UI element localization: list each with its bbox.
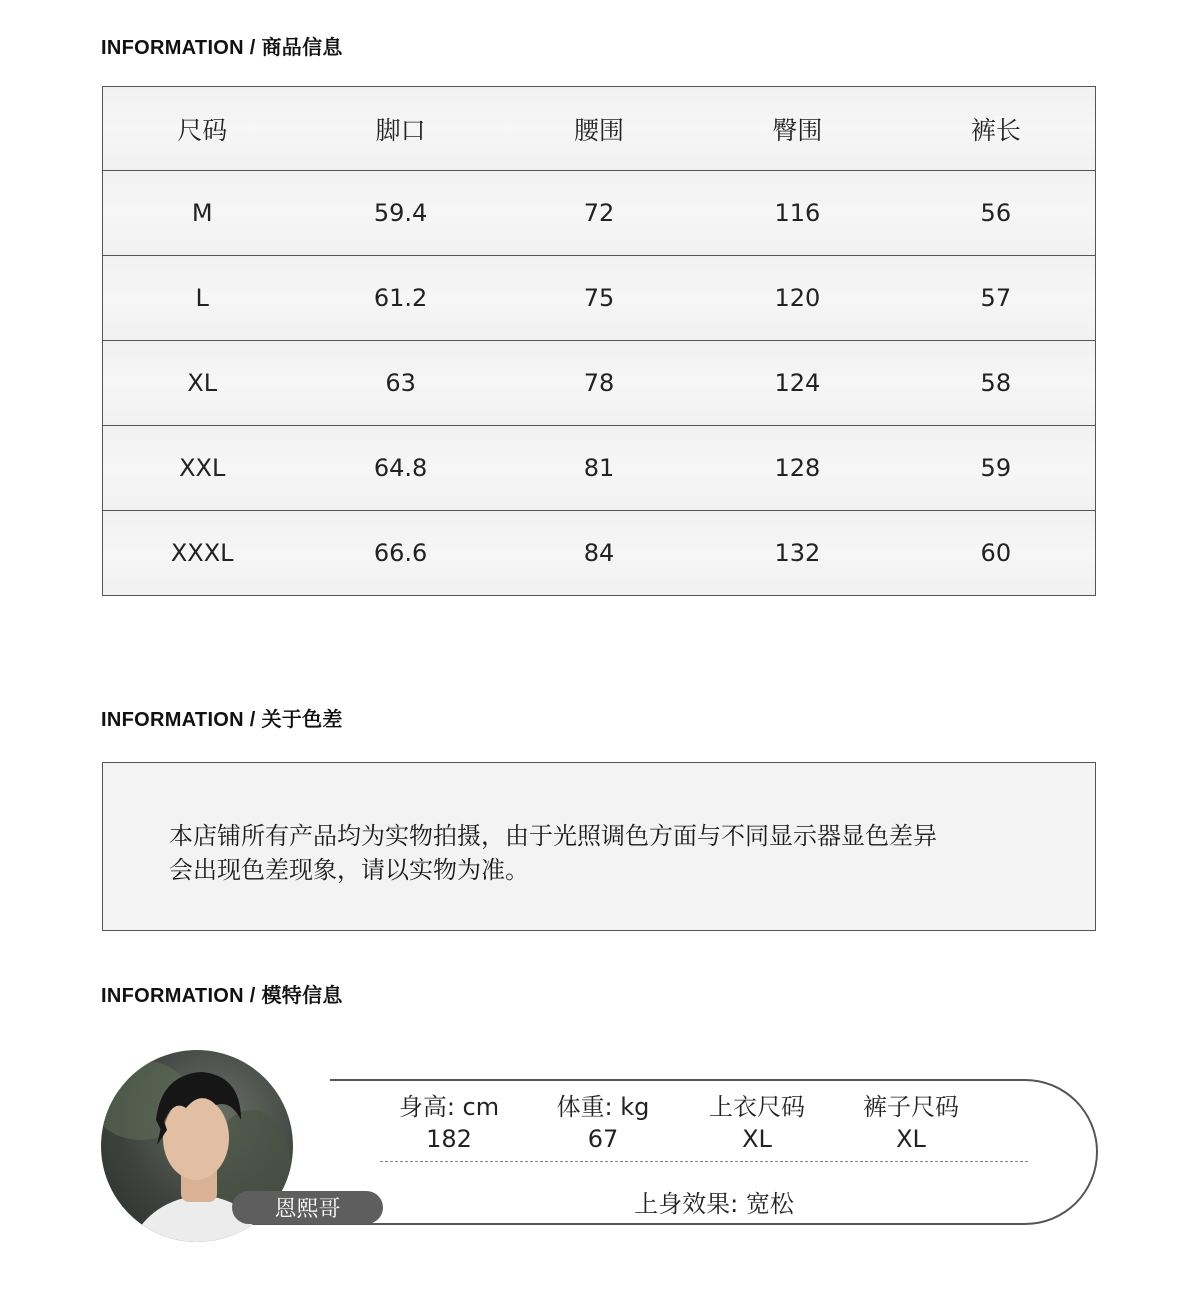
cell-hip: 128 <box>774 454 821 482</box>
stat-label: 体重: kg <box>556 1093 650 1121</box>
section-title-zh: 模特信息 <box>261 983 343 1007</box>
cell-hem: 66.6 <box>373 539 428 567</box>
section-title-en: INFORMATION / <box>101 985 262 1007</box>
cell-waist: 81 <box>583 454 615 482</box>
cell-hip: 132 <box>774 539 821 567</box>
model-info-title <box>101 979 343 1008</box>
product-info-title <box>101 31 343 60</box>
table-row <box>103 170 1095 255</box>
stat-label: 身高: cm <box>398 1093 500 1121</box>
stat-value: 182 <box>426 1125 472 1153</box>
header-hem: 脚口 <box>375 115 426 145</box>
color-note-box <box>102 762 1096 931</box>
cell-waist: 72 <box>583 199 615 227</box>
stat-pants-size <box>831 1092 991 1156</box>
stat-label: 上衣尺码 <box>709 1093 805 1121</box>
dashed-divider <box>380 1161 1028 1162</box>
cell-hem: 64.8 <box>373 454 428 482</box>
stat-label: 裤子尺码 <box>863 1093 959 1121</box>
cell-length: 58 <box>980 369 1012 397</box>
section-title-en: INFORMATION / <box>101 709 262 731</box>
cell-hip: 116 <box>774 199 821 227</box>
section-title-zh: 关于色差 <box>261 707 343 731</box>
stat-weight <box>523 1092 683 1156</box>
stat-top-size <box>677 1092 837 1156</box>
cell-size: XXL <box>179 454 226 482</box>
table-row <box>103 425 1095 510</box>
cell-hem: 61.2 <box>373 284 428 312</box>
cell-size: L <box>195 284 209 312</box>
header-size: 尺码 <box>177 115 228 145</box>
color-note-text <box>169 819 1049 887</box>
cell-hem: 59.4 <box>373 199 428 227</box>
cell-hip: 124 <box>774 369 821 397</box>
fit-effect: 上身效果: 宽松 <box>634 1190 794 1218</box>
stat-value: XL <box>742 1125 772 1153</box>
model-name-badge: 恩熙哥 <box>232 1191 383 1224</box>
table-row <box>103 340 1095 425</box>
header-waist: 腰围 <box>574 115 625 145</box>
table-row <box>103 510 1095 595</box>
cell-length: 57 <box>980 284 1012 312</box>
color-diff-title <box>101 703 343 732</box>
cell-length: 56 <box>980 199 1012 227</box>
cell-waist: 84 <box>583 539 615 567</box>
cell-hip: 120 <box>774 284 821 312</box>
cell-length: 59 <box>980 454 1012 482</box>
size-table-header <box>103 87 1095 170</box>
stat-value: 67 <box>587 1125 619 1153</box>
cell-size: XL <box>187 369 218 397</box>
color-note-line-2: 会出现色差现象，请以实物为准。 <box>169 856 529 884</box>
cell-size: XXXL <box>170 539 234 567</box>
cell-waist: 75 <box>583 284 615 312</box>
section-title-en: INFORMATION / <box>101 37 262 59</box>
color-note-line-1: 本店铺所有产品均为实物拍摄，由于光照调色方面与不同显示器显色差异 <box>169 822 937 850</box>
size-table <box>102 86 1096 596</box>
cell-length: 60 <box>980 539 1012 567</box>
header-length: 裤长 <box>970 115 1021 145</box>
cell-size: M <box>191 199 213 227</box>
stat-height <box>369 1092 529 1156</box>
stat-value: XL <box>896 1125 926 1153</box>
cell-waist: 78 <box>583 369 615 397</box>
table-row <box>103 255 1095 340</box>
section-title-zh: 商品信息 <box>261 35 343 59</box>
cell-hem: 63 <box>385 369 416 397</box>
header-hip: 臀围 <box>772 115 823 145</box>
